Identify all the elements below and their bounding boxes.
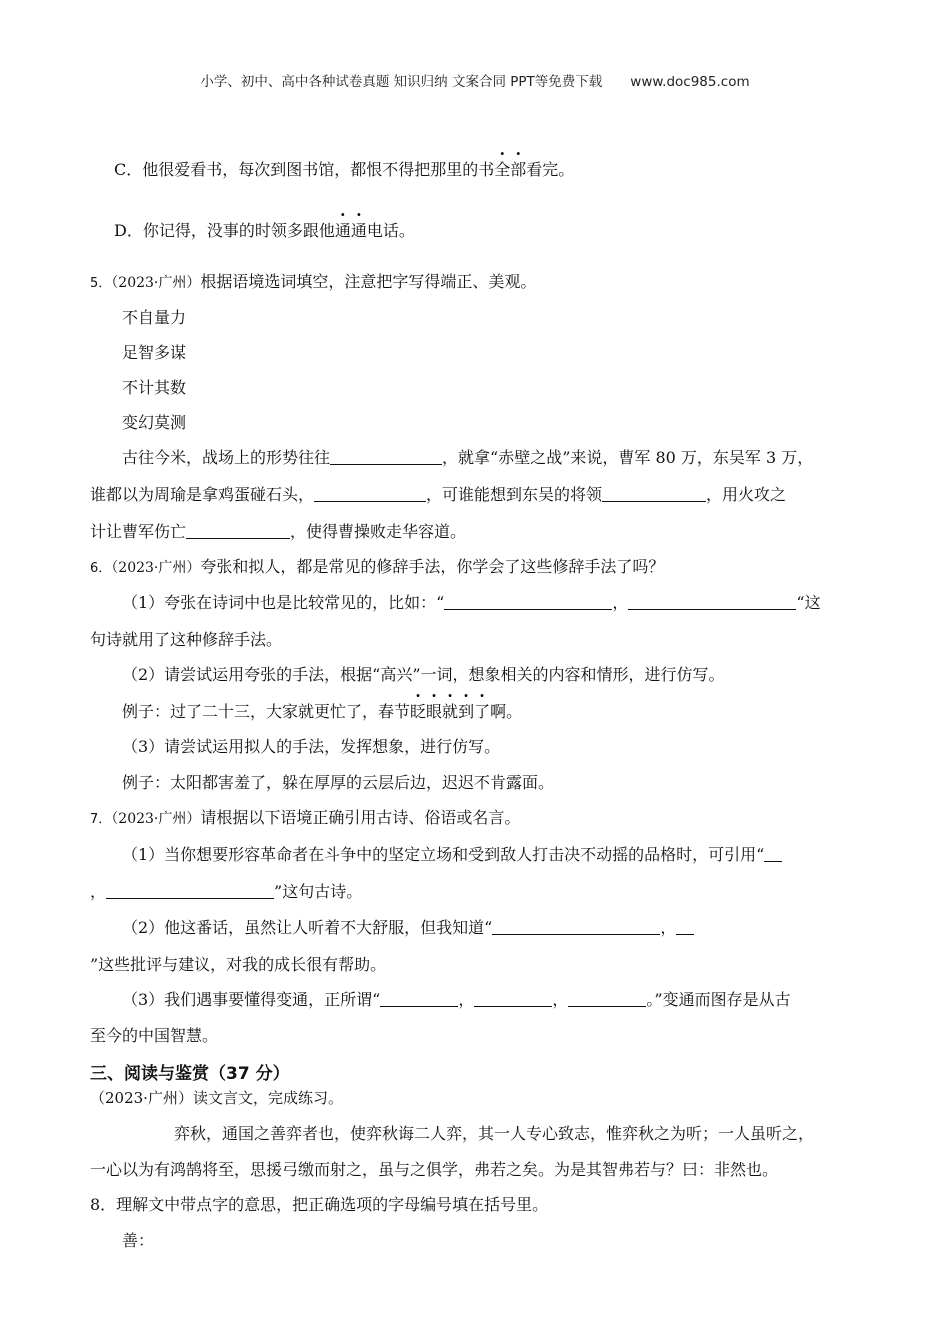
- q7-sub-1-cont: [90, 882, 362, 902]
- text: 谁都以为周瑜是拿鸡蛋碰石头，: [90, 485, 315, 504]
- text: 啊。: [490, 702, 523, 721]
- answer-blank[interactable]: [186, 522, 290, 539]
- q4-c-dotted-2: 部: [510, 160, 527, 179]
- q4-d-dotted-2: 通: [350, 221, 367, 240]
- q6-stem-text: 夸张和拟人，都是常见的修辞手法，你学会了这些修辞手法了吗？: [200, 557, 665, 576]
- text: ，: [90, 882, 107, 901]
- q7-sub-2: [122, 918, 694, 938]
- text: 。”变通而图存是从古: [646, 990, 791, 1009]
- dotted-char: 了: [474, 702, 491, 721]
- q5-stem-text: 根据语境选词填空，注意把字写得端正、美观。: [200, 272, 537, 291]
- text: ，就拿“赤壁之战”来说，曹军 80 万，东吴军 3 万，: [442, 448, 814, 467]
- text: ，: [458, 990, 475, 1009]
- q8-stem: 8．理解文中带点字的意思，把正确选项的字母编号填在括号里。: [90, 1195, 549, 1214]
- text: （1）当你想要形容革命者在斗争中的坚定立场和受到敌人打击决不动摇的品格时，可引用“: [122, 845, 765, 864]
- q5-option: 不自量力: [122, 308, 187, 327]
- q5-stem: [90, 272, 536, 294]
- answer-blank[interactable]: [444, 593, 612, 610]
- text: （3）我们遇事要懂得变通，正所谓“: [122, 990, 381, 1009]
- q5-option: 不计其数: [122, 378, 187, 397]
- q8-item-shan: 善：: [122, 1231, 155, 1250]
- answer-blank[interactable]: [602, 485, 706, 502]
- q4-c-dotted-1: 全: [494, 160, 511, 179]
- text: （2）他这番话，虽然让人听着不大舒服，但我知道“: [122, 918, 493, 937]
- answer-blank[interactable]: [628, 593, 796, 610]
- q7-number: 7．: [90, 812, 112, 827]
- answer-blank[interactable]: [380, 990, 458, 1007]
- text: （1）夸张在诗词中也是比较常见的，比如：“: [122, 593, 445, 612]
- q7-source: （2023·广州）: [111, 811, 201, 827]
- q6-sub-2: （2）请尝试运用夸张的手法，根据“高兴”一词，想象相关的内容和情形，进行仿写。: [122, 665, 725, 684]
- q5-passage-line-1: [122, 448, 813, 468]
- text: 计让曹军伤亡: [90, 522, 187, 541]
- q7-sub-1: [122, 845, 782, 865]
- header-site: www.doc985.com: [630, 74, 750, 90]
- q4-option-c: [114, 160, 574, 180]
- page-header: [0, 70, 950, 90]
- dotted-char: 就: [442, 702, 459, 721]
- text: 例子：过了二十三，大家就更忙了，春节: [122, 702, 411, 721]
- dotted-char: 眨: [410, 702, 427, 721]
- q6-source: （2023·广州）: [111, 560, 201, 576]
- answer-blank[interactable]: [474, 990, 552, 1007]
- q7-sub-3: [122, 990, 791, 1010]
- q6-example-2: 例子：太阳都害羞了，躲在厚厚的云层后边，迟迟不肯露面。: [122, 773, 555, 792]
- answer-blank[interactable]: [764, 845, 782, 862]
- q4-d-dotted-1: 通: [334, 221, 351, 240]
- answer-blank[interactable]: [330, 448, 442, 465]
- q6-sub-1-cont: 句诗就用了这种修辞手法。: [90, 630, 283, 649]
- section-source: （2023·广州）读文言文，完成练习。: [90, 1089, 343, 1107]
- q7-sub-3-cont: 至今的中国智慧。: [90, 1026, 219, 1045]
- q7-sub-2-cont: ”这些批评与建议，对我的成长很有帮助。: [90, 955, 387, 974]
- q4-c-text: C．他很爱看书，每次到图书馆，都恨不得把那里的书: [114, 160, 495, 179]
- text: “这: [796, 593, 821, 612]
- q5-passage-line-2: [90, 485, 786, 505]
- text: ，可谁能想到东吴的将领: [426, 485, 603, 504]
- q6-sub-1: [122, 593, 821, 613]
- q4-option-d: [114, 221, 415, 241]
- q4-d-end: 电话。: [366, 221, 415, 240]
- q5-number: 5．: [90, 276, 112, 291]
- q6-sub-3: （3）请尝试运用拟人的手法，发挥想象，进行仿写。: [122, 737, 501, 756]
- answer-blank[interactable]: [314, 485, 426, 502]
- text: ，用火攻之: [706, 485, 787, 504]
- text: ，使得曹操败走华容道。: [290, 522, 467, 541]
- q5-source: （2023·广州）: [111, 275, 201, 291]
- q4-c-end: 看完。: [526, 160, 575, 179]
- q4-d-text: D．你记得，没事的时领多跟他: [114, 221, 335, 240]
- q5-passage-line-3: [90, 522, 466, 542]
- text: ，: [612, 593, 629, 612]
- text: 古往今米，战场上的形势往往: [122, 448, 331, 467]
- answer-blank[interactable]: [106, 882, 274, 899]
- q7-stem: [90, 808, 520, 830]
- q6-stem: [90, 557, 664, 579]
- answer-blank[interactable]: [676, 918, 694, 935]
- passage-line-1: 弈秋，通国之善弈者也，使弈秋诲二人弈，其一人专心致志，惟弈秋之为听；一人虽听之，: [174, 1124, 815, 1143]
- q6-example-1: [122, 702, 522, 722]
- passage-line-2: 一心以为有鸿鹄将至，思援弓缴而射之，虽与之俱学，弗若之矣。为是其智弗若与？曰：非然也。: [90, 1160, 779, 1179]
- answer-blank[interactable]: [568, 990, 646, 1007]
- answer-blank[interactable]: [492, 918, 660, 935]
- q6-number: 6．: [90, 561, 112, 576]
- section-title: 三、阅读与鉴赏（37 分）: [90, 1064, 290, 1084]
- dotted-char: 眼: [426, 702, 443, 721]
- header-text: 小学、初中、高中各种试卷真题 知识归纳 文案合同 PPT等免费下载: [200, 74, 603, 90]
- dotted-char: 到: [458, 702, 475, 721]
- q7-stem-text: 请根据以下语境正确引用古诗、俗语或名言。: [200, 808, 521, 827]
- q5-option: 足智多谋: [122, 343, 187, 362]
- text: ”这句古诗。: [274, 882, 363, 901]
- q5-option: 变幻莫测: [122, 413, 187, 432]
- text: ，: [552, 990, 569, 1009]
- text: ，: [660, 918, 677, 937]
